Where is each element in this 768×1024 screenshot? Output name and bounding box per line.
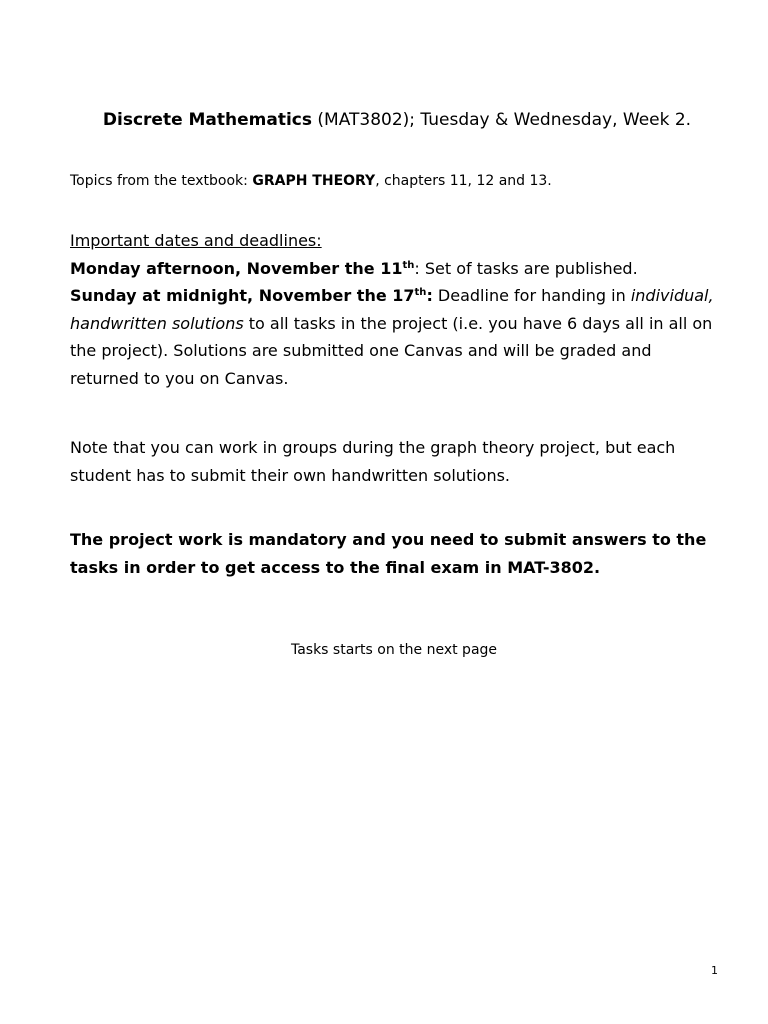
course-details: (MAT3802); Tuesday & Wednesday, Week 2. — [312, 110, 692, 130]
dates-heading: Important dates and deadlines: — [70, 231, 322, 250]
date-item-deadline — [70, 282, 720, 392]
page-number: 1 — [711, 964, 718, 977]
date-deadline-emphasis: individual, handwritten solutions — [70, 286, 714, 333]
date-publish-colon: : — [414, 258, 420, 278]
date-deadline-text: Deadline for handing in — [432, 286, 631, 306]
page-title — [0, 108, 768, 132]
date-deadline-suffix: th — [414, 287, 427, 299]
topics-subject: GRAPH THEORY — [252, 173, 376, 189]
topics-chapters: , chapters 11, 12 and 13. — [375, 173, 552, 189]
date-deadline-colon: : — [426, 286, 433, 306]
topics-prefix: Topics from the textbook: — [70, 173, 253, 189]
date-publish-text: Set of tasks are published. — [419, 258, 638, 278]
date-deadline-details: to all tasks in the project (i.e. you have 6 days all in all on the project). Solutions are submitted one Canvas and will be graded and returned to you on Canvas. — [70, 313, 713, 388]
date-publish-label: Monday afternoon, November the 11 — [70, 258, 403, 278]
date-item-publish — [70, 255, 720, 283]
dates-section — [70, 227, 720, 393]
mandatory-notice: The project work is mandatory and you need to submit answers to the tasks in order to get access to the final exam in MAT-3802. — [70, 530, 707, 577]
group-work-note: Note that you can work in groups during the graph theory project, but each student has to submit their own handwritten solutions. — [70, 438, 676, 485]
course-name: Discrete Mathematics — [102, 110, 312, 130]
next-page-note: Tasks starts on the next page — [290, 642, 498, 658]
topics-line — [70, 171, 552, 191]
date-deadline-label: Sunday at midnight, November the 17 — [70, 286, 415, 306]
date-publish-suffix: th — [402, 259, 415, 271]
